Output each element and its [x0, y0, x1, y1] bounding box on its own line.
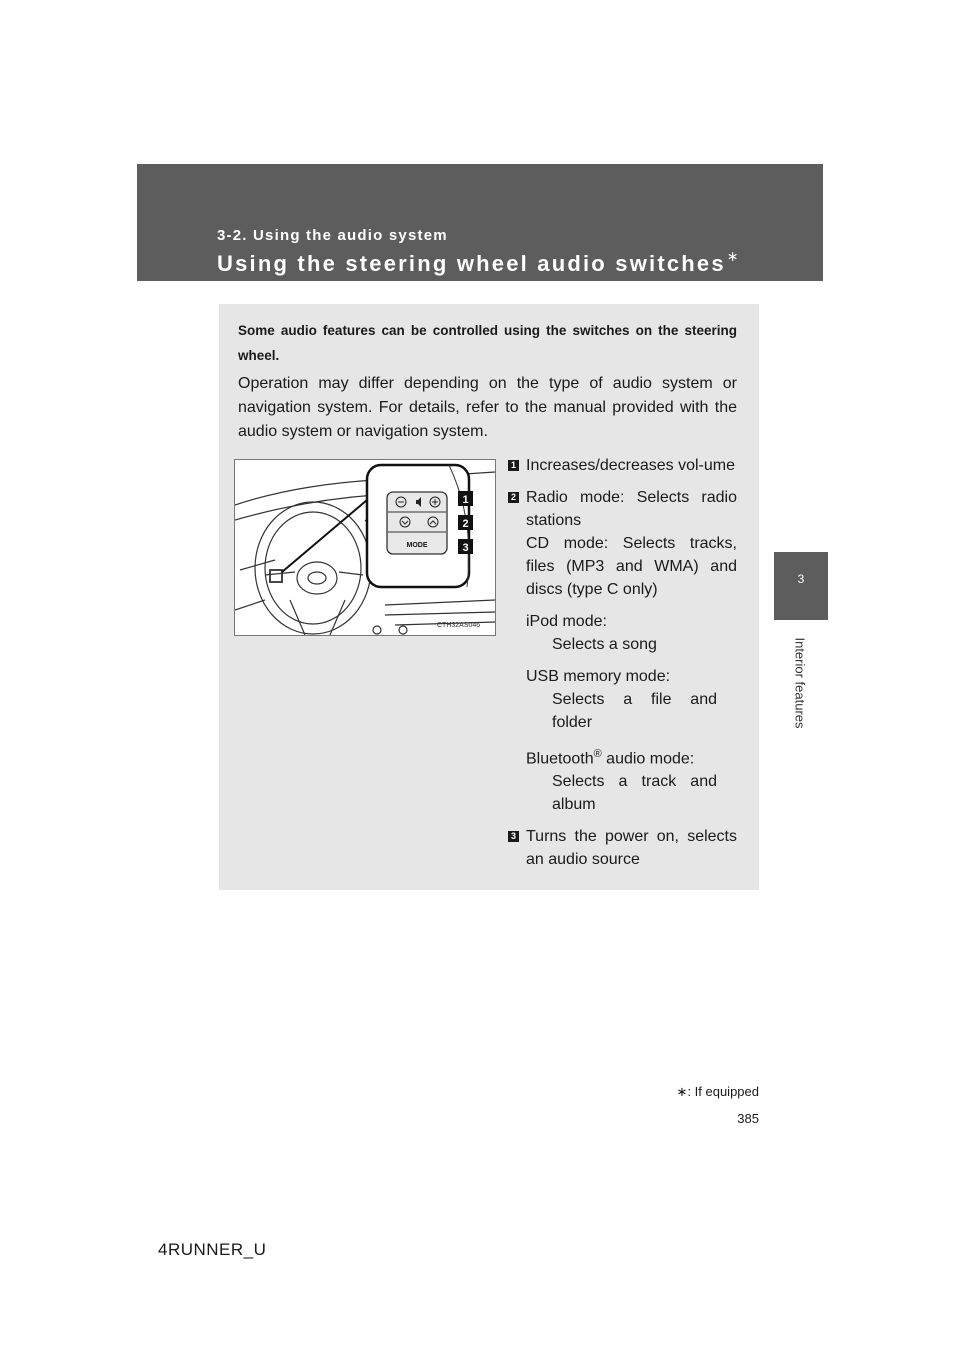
list-item: [506, 825, 737, 871]
list-item: [506, 486, 737, 601]
footnote: [677, 1084, 759, 1100]
mode-desc: Selects a song: [552, 636, 657, 653]
chapter-side-label-text: Interior features: [792, 637, 808, 729]
item-badge: 2: [508, 492, 519, 503]
bluetooth-label: Bluetooth: [526, 750, 594, 768]
steering-switch-illustration: [234, 459, 496, 636]
content-box: [219, 304, 759, 890]
item-badge: 3: [508, 831, 519, 842]
chapter-header: [137, 164, 823, 281]
mode-label: iPod mode:: [526, 613, 607, 630]
mode-desc: Selects a track and album: [552, 773, 717, 814]
item-badge: 1: [508, 460, 519, 471]
steering-wheel-drawing: [235, 460, 495, 635]
bluetooth-label-suffix: audio mode:: [601, 750, 695, 768]
intro-text: Some audio features can be controlled using the switches on the steering wheel.: [238, 323, 737, 363]
chapter-tab: [774, 552, 828, 620]
footnote-text: : If equipped: [687, 1084, 759, 1099]
chapter-side-label: [792, 632, 808, 734]
mode-button-label: MODE: [406, 542, 428, 549]
mode-desc: Selects a file and folder: [552, 691, 717, 731]
item-text-cd: CD mode: Selects tracks, files (MP3 and WMA) and discs (type C only): [526, 535, 737, 598]
item-text: Increases/decreases vol-ume: [526, 457, 735, 474]
figure-code: CTH32AS046: [437, 622, 481, 629]
section-label: 3-2. Using the audio system: [217, 227, 448, 244]
page-number: 385: [737, 1111, 759, 1126]
item-text: Radio mode: Selects radio stations: [526, 489, 737, 529]
mode-label-bluetooth: [526, 743, 737, 770]
callout-2: 2: [462, 518, 469, 530]
registered-mark: ®: [593, 748, 602, 760]
item-text: Turns the power on, selects an audio source: [526, 828, 737, 869]
function-list: [506, 454, 737, 880]
chapter-number: 3: [797, 572, 805, 586]
footer-code: 4RUNNER_U: [158, 1240, 267, 1259]
footnote-mark: ∗: [676, 1084, 688, 1099]
if-equipped-mark: ∗: [726, 248, 741, 264]
note-paragraph: Operation may differ depending on the type of audio system or navigation system. For details, refer to the manual provided with the audio system or navigation system.: [238, 375, 737, 440]
callout-3: 3: [462, 542, 469, 554]
list-item: [506, 454, 737, 477]
mode-label: USB memory mode:: [526, 668, 671, 685]
page-title-text: Using the steering wheel audio switches: [217, 251, 726, 276]
callout-1: 1: [462, 494, 469, 506]
page-title: [217, 248, 741, 277]
